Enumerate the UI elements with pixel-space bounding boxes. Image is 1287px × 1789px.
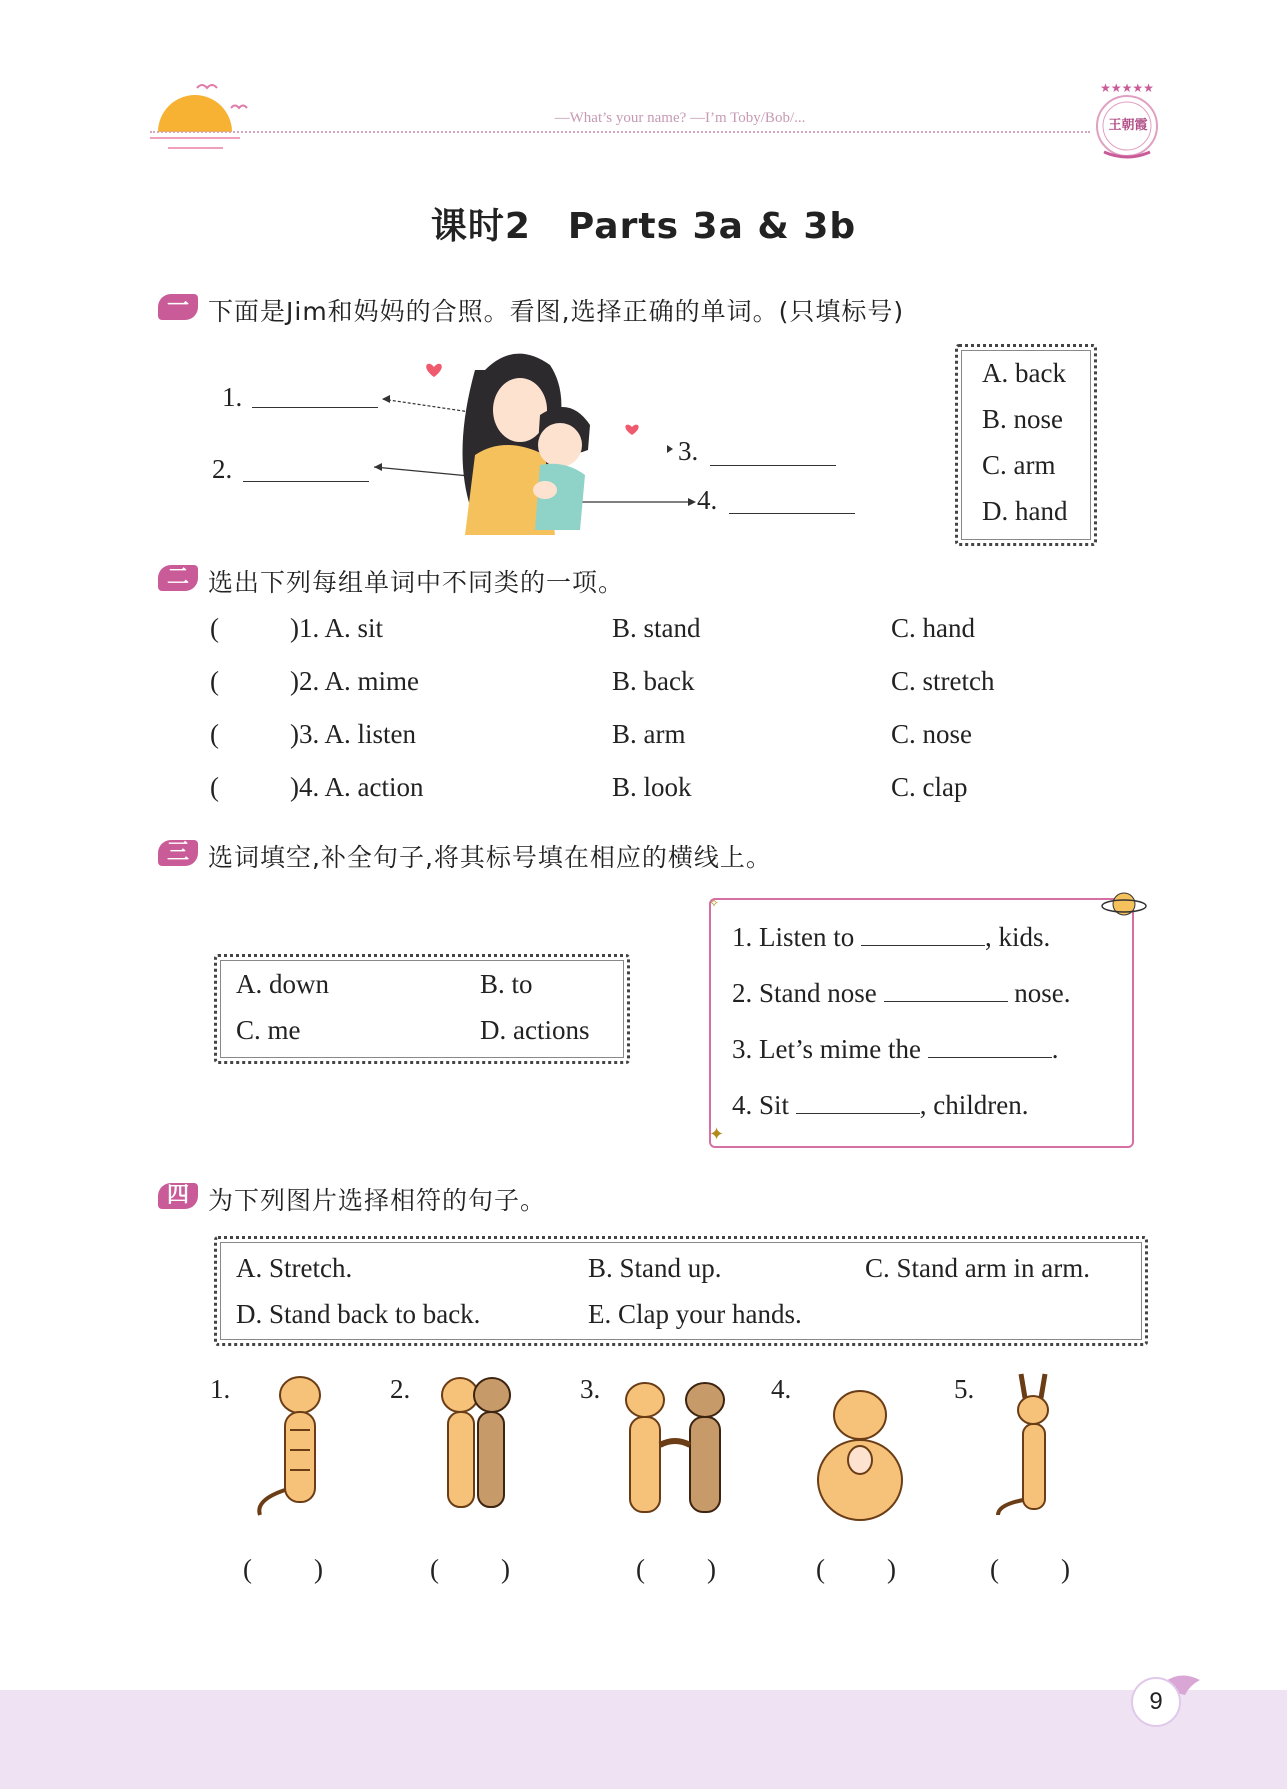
section-instruction: 下面是Jim和妈妈的合照。看图,选择正确的单词。(只填标号): [208, 297, 905, 326]
picture-number: 4.: [771, 1374, 792, 1404]
answer-blank[interactable]: [710, 465, 836, 466]
answer-blank[interactable]: [729, 513, 855, 514]
horizon-line: [168, 147, 223, 149]
tigers-arm-in-arm-illustration: [605, 1375, 745, 1530]
sentence: 3. Let’s mime the .: [732, 1034, 1059, 1064]
answer-paren[interactable]: ( ): [990, 1554, 1070, 1584]
star-icon: ✧: [709, 896, 720, 910]
option-b: B. stand: [612, 613, 701, 643]
option-b: B. back: [612, 666, 695, 696]
option-c: C. stretch: [891, 666, 995, 696]
word-option: A. back: [982, 358, 1066, 388]
word-option: A. down: [236, 969, 329, 999]
sentence-option: D. Stand back to back.: [236, 1299, 481, 1329]
word-option: B. nose: [982, 404, 1063, 434]
tigers-back-to-back-illustration: [420, 1370, 530, 1530]
answer-paren[interactable]: ( ): [816, 1554, 896, 1584]
question-item: )3. A. listen: [290, 719, 416, 749]
answer-blank[interactable]: [796, 1112, 920, 1114]
tiger-clapping-illustration: [805, 1385, 915, 1525]
bird-icon: [195, 80, 255, 120]
answer-paren[interactable]: (: [210, 666, 219, 696]
blank-label: 3.: [678, 436, 699, 466]
section-badge: 四: [158, 1183, 198, 1209]
picture-number: 5.: [954, 1374, 975, 1404]
blank-label: 1.: [222, 382, 243, 412]
question-item: )4. A. action: [290, 772, 424, 802]
option-b: B. look: [612, 772, 692, 802]
picture-number: 2.: [390, 1374, 411, 1404]
word-option: D. hand: [982, 496, 1068, 526]
section-instruction: 选词填空,补全句子,将其标号填在相应的横线上。: [208, 843, 772, 872]
word-option: C. arm: [982, 450, 1056, 480]
question-item: )2. A. mime: [290, 666, 419, 696]
logo-text: 王朝霞: [1108, 118, 1148, 133]
section-badge: 一: [158, 294, 198, 320]
answer-blank[interactable]: [928, 1056, 1052, 1058]
option-c: C. nose: [891, 719, 972, 749]
answer-blank[interactable]: [243, 481, 369, 482]
footer-band: [0, 1690, 1287, 1789]
question-item: )1. A. sit: [290, 613, 384, 643]
header-divider: [150, 131, 1090, 133]
option-b: B. arm: [612, 719, 686, 749]
sentence-option: B. Stand up.: [588, 1253, 722, 1283]
sentence-option: E. Clap your hands.: [588, 1299, 802, 1329]
answer-paren[interactable]: ( ): [636, 1554, 716, 1584]
page-number: 9: [1131, 1677, 1181, 1727]
blank-label: 2.: [212, 454, 233, 484]
word-option: C. me: [236, 1015, 301, 1045]
answer-blank[interactable]: [252, 407, 378, 408]
running-title: —What’s your name? —I’m Toby/Bob/...: [554, 110, 806, 126]
section-instruction: 选出下列每组单词中不同类的一项。: [208, 568, 625, 597]
picture-number: 1.: [210, 1374, 231, 1404]
answer-paren[interactable]: (: [210, 719, 219, 749]
answer-blank[interactable]: [884, 1000, 1008, 1002]
sentence-option: A. Stretch.: [236, 1253, 353, 1283]
option-c: C. hand: [891, 613, 975, 643]
answer-paren[interactable]: ( ): [243, 1554, 323, 1584]
star-icon: ✦: [709, 1124, 725, 1145]
option-c: C. clap: [891, 772, 968, 802]
sentence: 2. Stand nose nose.: [732, 978, 1071, 1008]
section-instruction: 为下列图片选择相符的句子。: [208, 1186, 547, 1215]
answer-paren[interactable]: (: [210, 772, 219, 802]
mother-child-illustration: [370, 345, 710, 535]
picture-number: 3.: [580, 1374, 601, 1404]
word-option: D. actions: [480, 1015, 590, 1045]
sentence-option: C. Stand arm in arm.: [865, 1253, 1090, 1283]
answer-blank[interactable]: [861, 944, 985, 946]
blank-label: 4.: [697, 485, 718, 515]
planet-icon: [1100, 884, 1148, 924]
section-badge: 三: [158, 840, 198, 866]
answer-paren[interactable]: (: [210, 613, 219, 643]
section-badge: 二: [158, 565, 198, 591]
tiger-stretching-illustration: [985, 1370, 1075, 1530]
tiger-standing-illustration: [240, 1370, 340, 1530]
word-option: B. to: [480, 969, 533, 999]
sentence: 4. Sit , children.: [732, 1090, 1029, 1120]
svg-text:★★★★★: ★★★★★: [1100, 81, 1154, 95]
lesson-title: 课时2 Parts 3a & 3b: [430, 206, 857, 247]
sentence: 1. Listen to , kids.: [732, 922, 1051, 952]
answer-paren[interactable]: ( ): [430, 1554, 510, 1584]
horizon-line: [150, 137, 240, 139]
